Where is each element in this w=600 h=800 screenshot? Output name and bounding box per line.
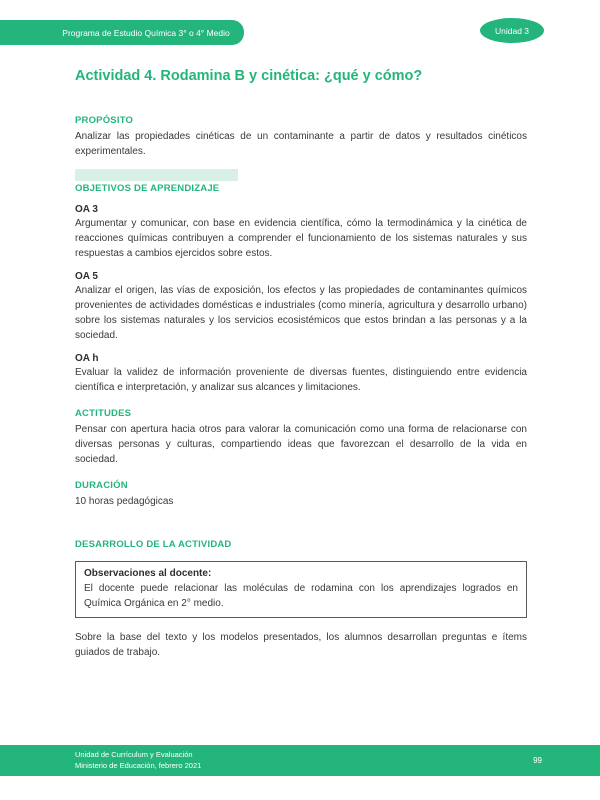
- oa-item-text: Argumentar y comunicar, con base en evidencia científica, cómo la termodinámica y la cinética de reacciones químicas contribuyen a comprender el funcionamiento de los sistemas naturales y sus respuestas a cambios ejercidos sobre estos.: [75, 218, 527, 259]
- teacher-note-title: Observaciones al docente:: [84, 568, 212, 579]
- proposito-heading: PROPÓSITO: [75, 115, 134, 126]
- unit-badge: [480, 18, 544, 43]
- teacher-note-text: El docente puede relacionar las moléculas de rodamina con los aprendizajes logrados en Química Orgánica en 2° medio.: [84, 583, 518, 609]
- page-number: 99: [533, 756, 542, 765]
- oa-item-label: OA 5: [75, 271, 98, 282]
- desarrollo-heading: DESARROLLO DE LA ACTIVIDAD: [75, 539, 232, 550]
- oa-item-5: [75, 271, 527, 343]
- oa-item-label: OA 3: [75, 204, 98, 215]
- oa-item-text: Analizar el origen, las vías de exposición, los efectos y las propiedades de contaminantes químicos provenientes de actividades domésticas e industriales (como minería, agricultura y desarrollo urbano) sobre los sistemas naturales y los servicios ecosistémicos que estos brindan a las personas y a la sociedad.: [75, 285, 527, 341]
- duracion-body: 10 horas pedagógicas: [75, 496, 174, 507]
- actitudes-heading: ACTITUDES: [75, 408, 132, 419]
- oa-item-label: OA h: [75, 353, 99, 364]
- actitudes-body: Pensar con apertura hacia otros para valorar la comunicación como una forma de relacionarse con diversas personas y culturas, compartiendo ideas que favorezcan el desarrollo de la vida en sociedad.: [75, 424, 527, 465]
- footer-publisher: [75, 750, 201, 771]
- footer-line2: Ministerio de Educación, febrero 2021: [75, 760, 202, 770]
- footer-bar: [0, 745, 600, 776]
- duracion-heading: DURACIÓN: [75, 480, 128, 491]
- proposito-body: Analizar las propiedades cinéticas de un contaminante a partir de datos y resultados cinéticos experimentales.: [75, 131, 527, 157]
- unit-badge-label: Unidad 3: [494, 25, 530, 36]
- footer-line1: Unidad de Currículum y Evaluación: [75, 750, 193, 759]
- oa-item-3: [75, 204, 527, 261]
- oa-item-h: [75, 353, 527, 395]
- desarrollo-paragraph: Sobre la base del texto y los modelos presentados, los alumnos desarrollan preguntas e ítems guiados de trabajo.: [75, 632, 527, 658]
- page-content: [75, 108, 527, 660]
- objetivos-heading: OBJETIVOS DE APRENDIZAJE: [75, 183, 220, 194]
- teacher-note-box: [75, 561, 527, 618]
- program-badge: [0, 20, 244, 45]
- oa-item-text: Evaluar la validez de información proveniente de diversas fuentes, distinguiendo entre evidencia científica e interpretación, y analizar sus alcances y limitaciones.: [75, 367, 527, 393]
- page-title: Actividad 4. Rodamina B y cinética: ¿qué y cómo?: [75, 68, 423, 84]
- highlight-strip: [75, 169, 238, 181]
- program-badge-label: Programa de Estudio Química 3° o 4° Medio: [62, 27, 230, 38]
